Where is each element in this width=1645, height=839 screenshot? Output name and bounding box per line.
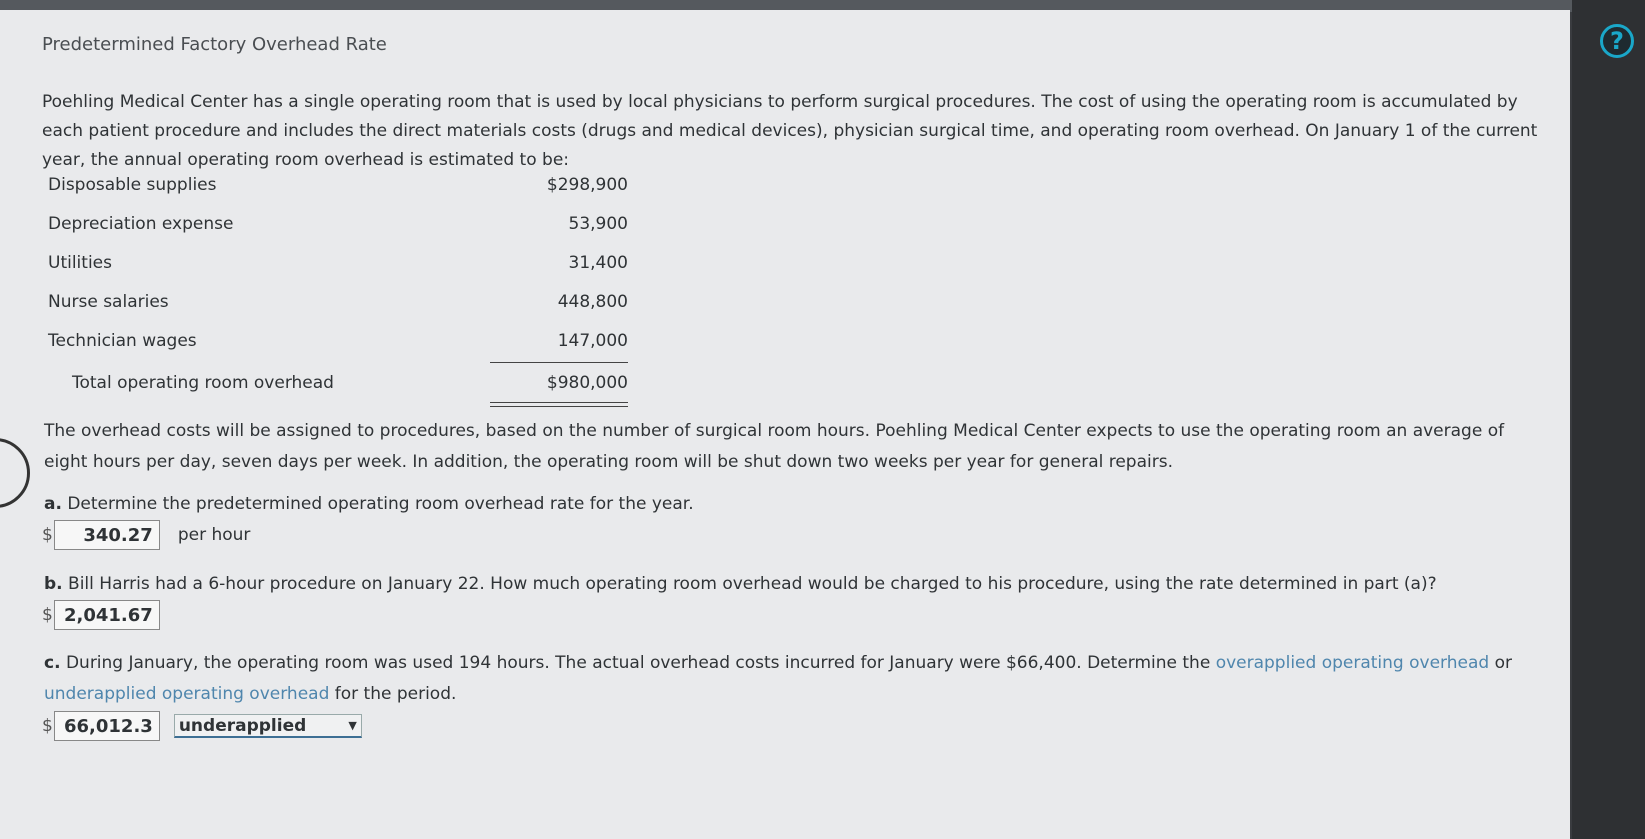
currency-symbol: $ [42, 525, 53, 545]
total-amount: $980,000 [546, 373, 628, 393]
overhead-label: Utilities [48, 253, 112, 273]
answer-c-line [42, 711, 362, 741]
total-label: Total operating room overhead [72, 373, 334, 393]
question-letter: c. [44, 653, 61, 673]
overhead-amount: 31,400 [568, 253, 628, 273]
answer-b-line [42, 600, 160, 630]
overhead-amount: $298,900 [546, 175, 628, 195]
select-value: underapplied [178, 715, 307, 736]
overhead-row [48, 292, 628, 320]
underapplied-link[interactable]: underapplied operating overhead [44, 684, 330, 704]
question-text: for the period. [329, 684, 457, 704]
page-title: Predetermined Factory Overhead Rate [42, 34, 387, 55]
overapplied-link[interactable]: overapplied operating overhead [1215, 653, 1490, 673]
overhead-amount: 448,800 [557, 292, 628, 312]
nav-circle-icon[interactable] [0, 438, 30, 508]
assignment-paragraph: The overhead costs will be assigned to procedures, based on the number of surgical room hours. Poehling Medical Center expects to use the operating room an average of eight hours per day, seven days per week. In addition, the operating room will be shut down two weeks per year for general repairs. [44, 421, 1505, 472]
question-text: Determine the predetermined operating room overhead rate for the year. [67, 494, 694, 514]
total-row [48, 373, 628, 401]
overhead-label: Disposable supplies [48, 175, 217, 195]
overhead-row [48, 214, 628, 242]
subtotal-rule [490, 362, 628, 363]
help-icon[interactable]: ? [1600, 24, 1634, 58]
answer-c-input[interactable]: 66,012.3 [54, 711, 160, 741]
answer-b-input[interactable]: 2,041.67 [54, 600, 160, 630]
overhead-row [48, 331, 628, 359]
overhead-label: Depreciation expense [48, 214, 234, 234]
question-a [44, 489, 1544, 520]
applied-select[interactable] [174, 714, 362, 738]
total-double-rule [490, 402, 628, 407]
currency-symbol: $ [42, 605, 53, 625]
right-side-bar [1572, 0, 1645, 839]
overhead-label: Technician wages [48, 331, 197, 351]
question-letter: b. [44, 574, 63, 594]
intro-paragraph: Poehling Medical Center has a single operating room that is used by local physicians to perform surgical procedures. The cost of using the operating room is accumulated by each patient procedure and includes the direct materials costs (drugs and medical devices), physician surgical time, and operating room overhead. On January 1 of the current year, the annual operating room overhead is estimated to be: [42, 92, 1538, 170]
overhead-label: Nurse salaries [48, 292, 169, 312]
question-b [44, 569, 1544, 600]
chevron-down-icon[interactable]: ▼ [348, 719, 357, 732]
question-c [44, 648, 1544, 710]
question-text: During January, the operating room was used 194 hours. The actual overhead costs incurred for January were $66,400. Determine the [65, 653, 1216, 673]
question-letter: a. [44, 494, 62, 514]
overhead-row [48, 175, 628, 203]
overhead-amount: 53,900 [568, 214, 628, 234]
overhead-amount: 147,000 [557, 331, 628, 351]
question-text: Bill Harris had a 6-hour procedure on January 22. How much operating room overhead would be charged to his procedure, using the rate determined in part (a)? [68, 574, 1437, 594]
currency-symbol: $ [42, 716, 53, 736]
problem-panel [0, 10, 1570, 839]
answer-a-line [42, 520, 250, 550]
question-text: or [1489, 653, 1512, 673]
unit-label: per hour [177, 525, 251, 545]
overhead-row [48, 253, 628, 281]
answer-a-input[interactable]: 340.27 [54, 520, 160, 550]
